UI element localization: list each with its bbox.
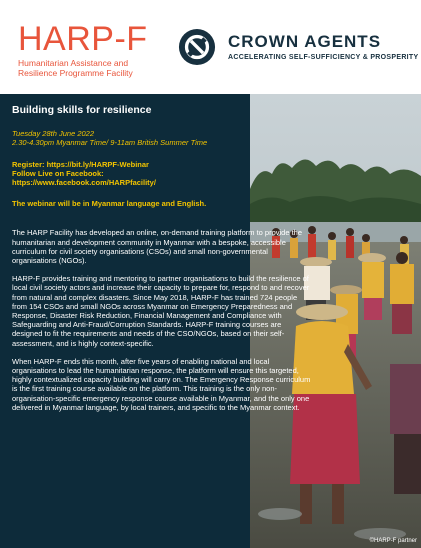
body-paragraph-1: The HARP Facility has developed an online, on-demand training platform to provide the humanitarian and development community in Myanmar with a bespoke, accessible curriculum for civil society organisations (CSOs) and small non-governmental organisations (NGOs).: [12, 228, 303, 266]
language-note: The webinar will be in Myanmar language and English.: [12, 199, 207, 209]
content-panel: [0, 94, 421, 548]
crown-agents-wordmark: CROWN AGENTS: [228, 32, 382, 51]
harp-f-logo: [18, 22, 148, 78]
event-date: Tuesday 28th June 2022: [12, 129, 95, 139]
register-link[interactable]: Register: https://bit.ly/HARPF-Webinar: [12, 159, 149, 169]
registration-block: [12, 160, 312, 188]
crown-agents-tagline: ACCELERATING SELF-SUFFICIENCY & PROSPERITY: [228, 54, 419, 61]
header: [0, 0, 421, 94]
event-title: Building skills for resilience: [12, 104, 152, 116]
harp-f-wordmark: HARP-F: [18, 20, 148, 58]
harp-f-subtitle-line2: Resilience Programme Facility: [18, 68, 133, 78]
text-column: [12, 106, 312, 421]
photo-credit: ©HARP-F partner: [369, 538, 417, 544]
harp-f-subtitle-line1: Humanitarian Assistance and: [18, 58, 129, 68]
body-paragraph-3: When HARP-F ends this month, after five years of enabling national and local organisations to lead the humanitarian response, the platform will ensure this targeted, highly contextualized capacity building will carry on. The Emergency Response curriculum is the first training course available on the platform. This training is the only non-organisation-specific emergency response course available in Myanmar, and the only one delivered in Myanmar language, by local trainers, and specific to the Myanmar context.: [12, 356, 311, 412]
facebook-link[interactable]: https://www.facebook.com/HARPfacility/: [12, 178, 156, 188]
crown-agents-logo: [178, 28, 419, 68]
event-time: 2.30-4.30pm Myanmar Time/ 9-11am British Summer Time: [12, 138, 208, 148]
body-paragraph-2: HARP-F provides training and mentoring to partner organisations to build the resilience of local civil society actors and increase their capacity to prepare for, respond to and recover from natural and complex disasters. Since May 2018, HARP-F has trained 724 people from 154 CSOs and small NGOs across Myanmar on Emergency Preparedness and Response, Disaster Risk Reduction, Financial Management and Compliance with Safeguarding and Anti-Fraud/Corruption Standards. HARP-F training courses are designed to fit the requirements and needs of the CSO/NGOs, based on their self-assessment, and is highly context-specific.: [12, 274, 310, 348]
facebook-follow-label: Follow Live on Facebook:: [12, 168, 104, 178]
crown-agents-emblem-icon: [178, 28, 216, 66]
